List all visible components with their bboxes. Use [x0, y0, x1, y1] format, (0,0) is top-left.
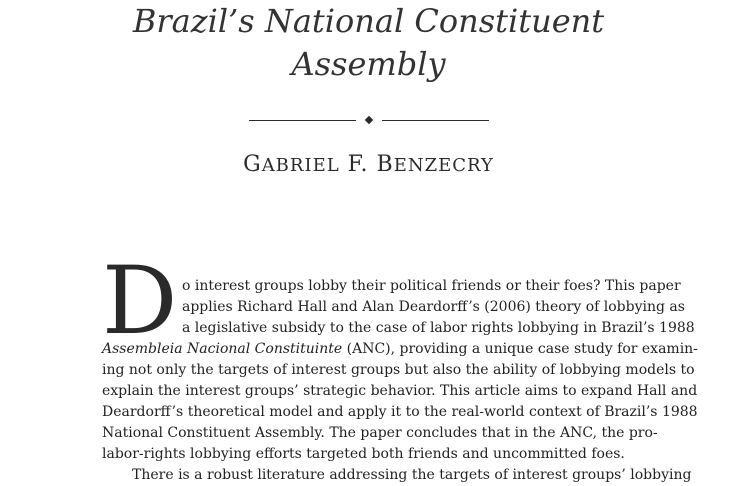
author-first-rest: ABRIEL — [261, 155, 340, 176]
body-line-9: labor-rights lobbying efforts targeted both friends and uncommitted foes. — [102, 446, 625, 462]
body-line-8: National Constituent Assembly. The paper concludes that in the ANC, the pro- — [102, 425, 658, 441]
title-line-2: Assembly — [291, 45, 446, 83]
author-first-initial: G — [243, 152, 262, 177]
author-last-initial: B — [376, 152, 394, 177]
next-paragraph-line: There is a robust literature addressing the targets of interest groups’ lobbying — [132, 467, 692, 483]
author-middle-initial: F. — [347, 152, 369, 177]
divider-rule-right — [382, 120, 489, 121]
diamond-ornament-icon — [364, 116, 372, 124]
anc-italic-term: Assembleia Nacional Constituinte — [102, 341, 343, 357]
author-last-rest: ENZECRY — [393, 155, 494, 176]
title-line-1: Brazil’s National Constituent — [132, 2, 605, 40]
paper-title — [0, 0, 737, 86]
body-line-6: explain the interest groups’ strategic behavior. This article aims to expand Hall and — [102, 383, 698, 399]
divider-rule-left — [249, 120, 356, 121]
body-line-4-rest: (ANC), providing a unique case study for examin- — [342, 341, 698, 357]
body-line-4 — [102, 339, 698, 360]
body-line-2: applies Richard Hall and Alan Deardorff’s (2006) theory of lobbying as — [182, 299, 685, 315]
body-line-1: o interest groups lobby their political friends or their foes? This paper — [182, 278, 681, 294]
body-line-3: a legislative subsidy to the case of labor rights lobbying in Brazil’s 1988 — [182, 320, 695, 336]
title-ornament-divider — [0, 110, 737, 130]
drop-cap: D — [102, 247, 178, 356]
author-name — [0, 152, 737, 177]
body-line-5: ing not only the targets of interest groups but also the ability of lobbying models to — [102, 362, 695, 378]
abstract-body — [102, 276, 698, 486]
body-line-7: Deardorff’s theoretical model and apply it to the real-world context of Brazil’s 1988 — [102, 404, 698, 420]
